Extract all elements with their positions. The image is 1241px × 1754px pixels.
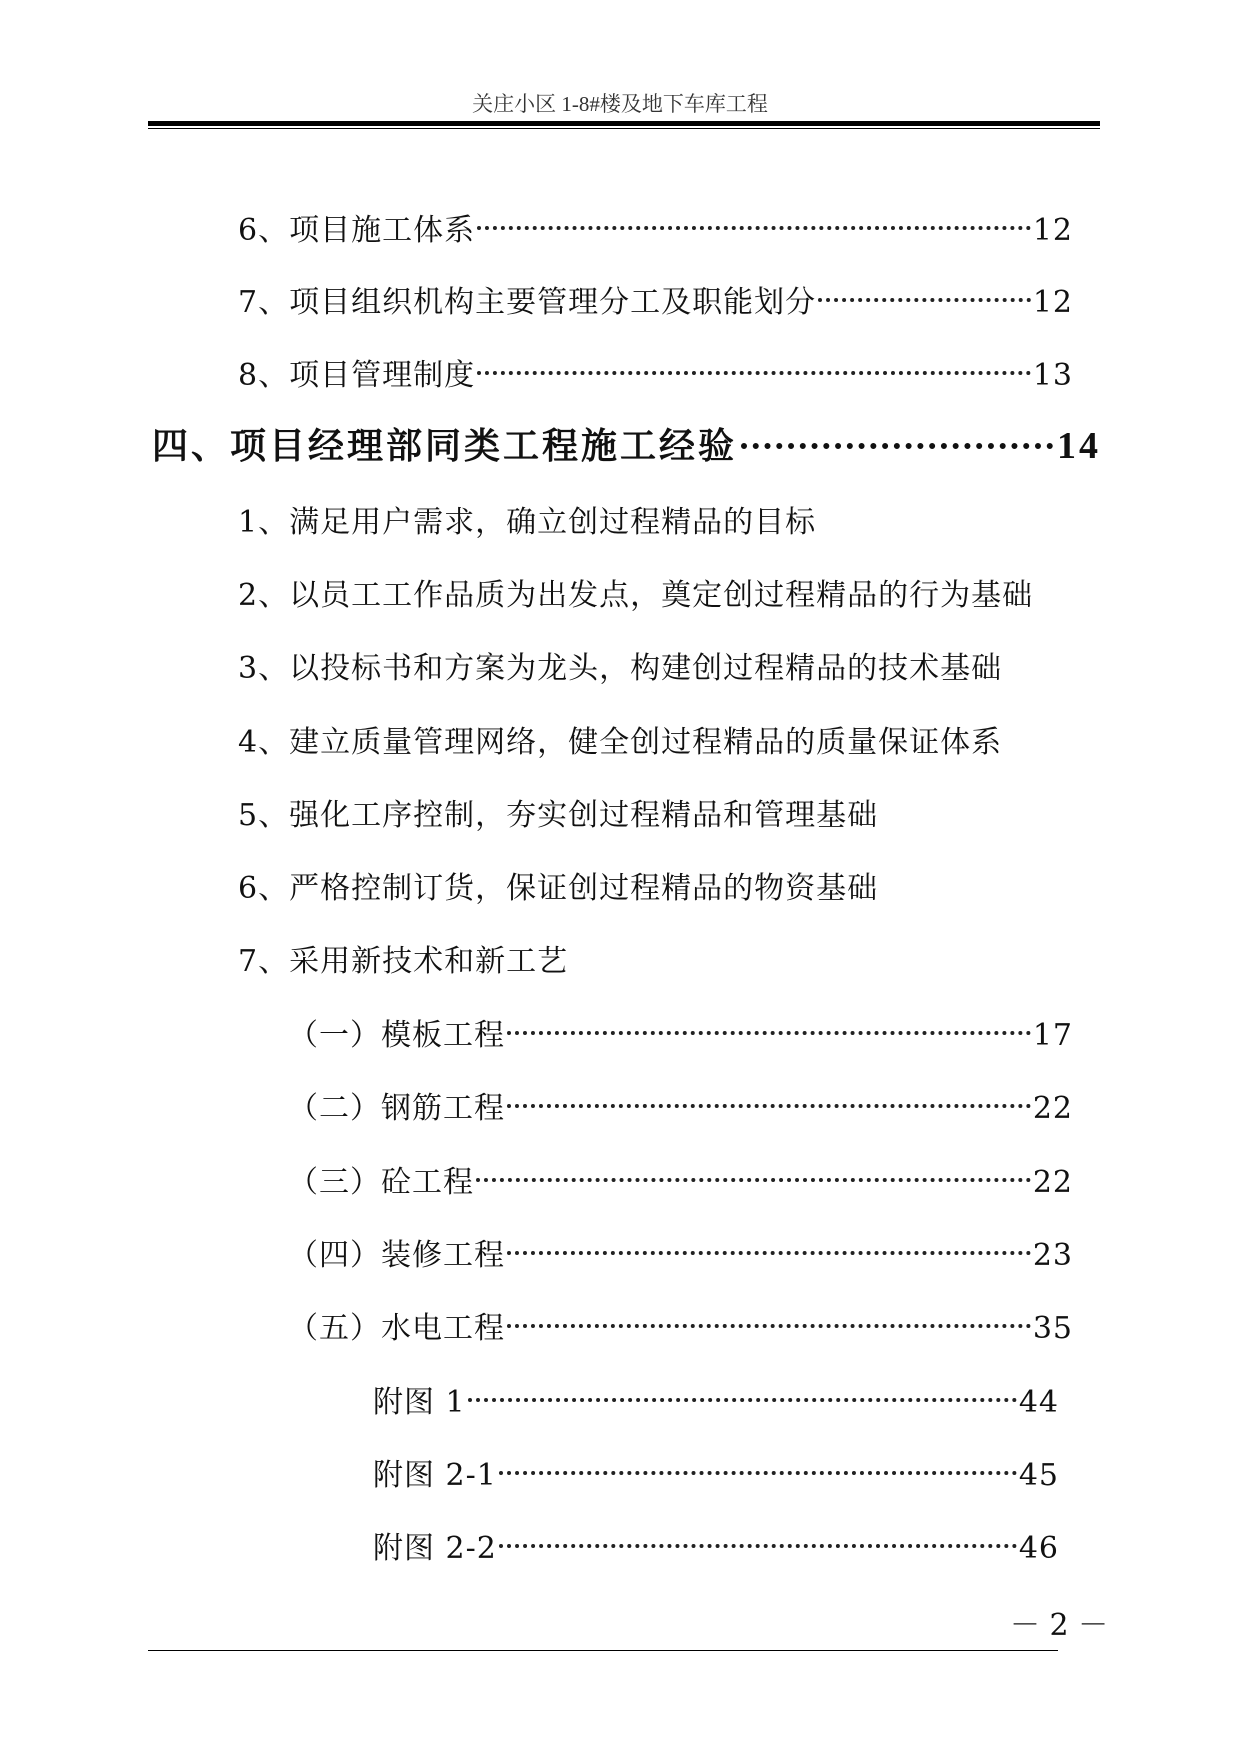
header-rule-thin: [148, 128, 1100, 129]
toc-item-3-7[interactable]: [238, 277, 1073, 321]
toc-item-3-6[interactable]: [238, 205, 1073, 249]
toc-page-number: 12: [1032, 213, 1073, 248]
toc-item-text: （四）装修工程: [288, 1238, 505, 1273]
toc-item-text: 附图 2-1: [373, 1458, 497, 1493]
toc-item-text: 7、项目组织机构主要管理分工及职能划分: [238, 285, 817, 320]
toc-page-number: 17: [1032, 1018, 1073, 1053]
toc-heading-text: 四、项目经理部同类工程施工经验: [152, 426, 738, 467]
toc-item-4-3[interactable]: 3、以投标书和方案为龙头，构建创过程精品的技术基础: [238, 651, 1003, 686]
toc-item-4-4[interactable]: 4、建立质量管理网络，健全创过程精品的质量保证体系: [238, 725, 1003, 760]
toc-page-number: 35: [1032, 1311, 1073, 1346]
toc-item-4-1[interactable]: 1、满足用户需求，确立创过程精品的目标: [238, 505, 817, 540]
toc-item-text: 8、项目管理制度: [238, 358, 476, 393]
toc-leader-dots: [477, 226, 1031, 230]
toc-page-number: 23: [1032, 1238, 1073, 1273]
toc-leader-dots: [507, 1251, 1031, 1255]
toc-item-text: （三）砼工程: [288, 1165, 474, 1200]
toc-item-4-6[interactable]: 6、严格控制订货，保证创过程精品的物资基础: [238, 871, 879, 906]
page-number: － 2 －: [1010, 1608, 1109, 1643]
toc-heading-4[interactable]: [152, 418, 1101, 469]
toc-subitem-4[interactable]: [288, 1230, 1073, 1274]
toc-page-number: 12: [1032, 285, 1073, 320]
toc-leader-dots: [507, 1104, 1031, 1108]
toc-leader-dots: [818, 298, 1031, 302]
toc-subitem-5[interactable]: [288, 1303, 1073, 1347]
toc-page-number: 44: [1018, 1385, 1059, 1420]
footer-rule: [148, 1650, 1058, 1651]
header-rule-thick: [148, 121, 1100, 126]
toc-figure-2-1[interactable]: [373, 1450, 1059, 1494]
toc-page-number: 22: [1032, 1091, 1073, 1126]
toc-figure-1[interactable]: [373, 1377, 1059, 1421]
toc-leader-dots: [477, 371, 1031, 375]
toc-item-3-8[interactable]: [238, 350, 1073, 394]
toc-item-text: 附图 2-2: [373, 1531, 497, 1566]
toc-subitem-2[interactable]: [288, 1083, 1073, 1127]
toc-leader-dots: [741, 443, 1053, 449]
toc-item-text: （五）水电工程: [288, 1311, 505, 1346]
toc-subitem-3[interactable]: [288, 1157, 1073, 1201]
toc-page-number: 14: [1057, 425, 1101, 467]
toc-page-number: 46: [1018, 1531, 1059, 1566]
toc-item-text: 附图 1: [373, 1385, 466, 1420]
toc-figure-2-2[interactable]: [373, 1523, 1059, 1567]
toc-leader-dots: [476, 1178, 1031, 1182]
toc-page-number: 45: [1018, 1458, 1059, 1493]
toc-item-text: （二）钢筋工程: [288, 1091, 505, 1126]
toc-page-number: 22: [1032, 1165, 1073, 1200]
toc-leader-dots: [468, 1398, 1017, 1402]
toc-item-4-2[interactable]: 2、以员工工作品质为出发点，奠定创过程精品的行为基础: [238, 578, 1034, 613]
header-title: 关庄小区 1-8#楼及地下车库工程: [472, 92, 768, 116]
toc-item-4-5[interactable]: 5、强化工序控制，夯实创过程精品和管理基础: [238, 798, 879, 833]
toc-subitem-1[interactable]: [288, 1010, 1073, 1054]
toc-leader-dots: [507, 1324, 1031, 1328]
toc-item-4-7[interactable]: 7、采用新技术和新工艺: [238, 944, 569, 979]
toc-page-number: 13: [1032, 358, 1073, 393]
toc-leader-dots: [499, 1544, 1017, 1548]
toc-leader-dots: [499, 1471, 1017, 1475]
toc-item-text: （一）模板工程: [288, 1018, 505, 1053]
toc-leader-dots: [507, 1031, 1031, 1035]
toc-item-text: 6、项目施工体系: [238, 213, 476, 248]
